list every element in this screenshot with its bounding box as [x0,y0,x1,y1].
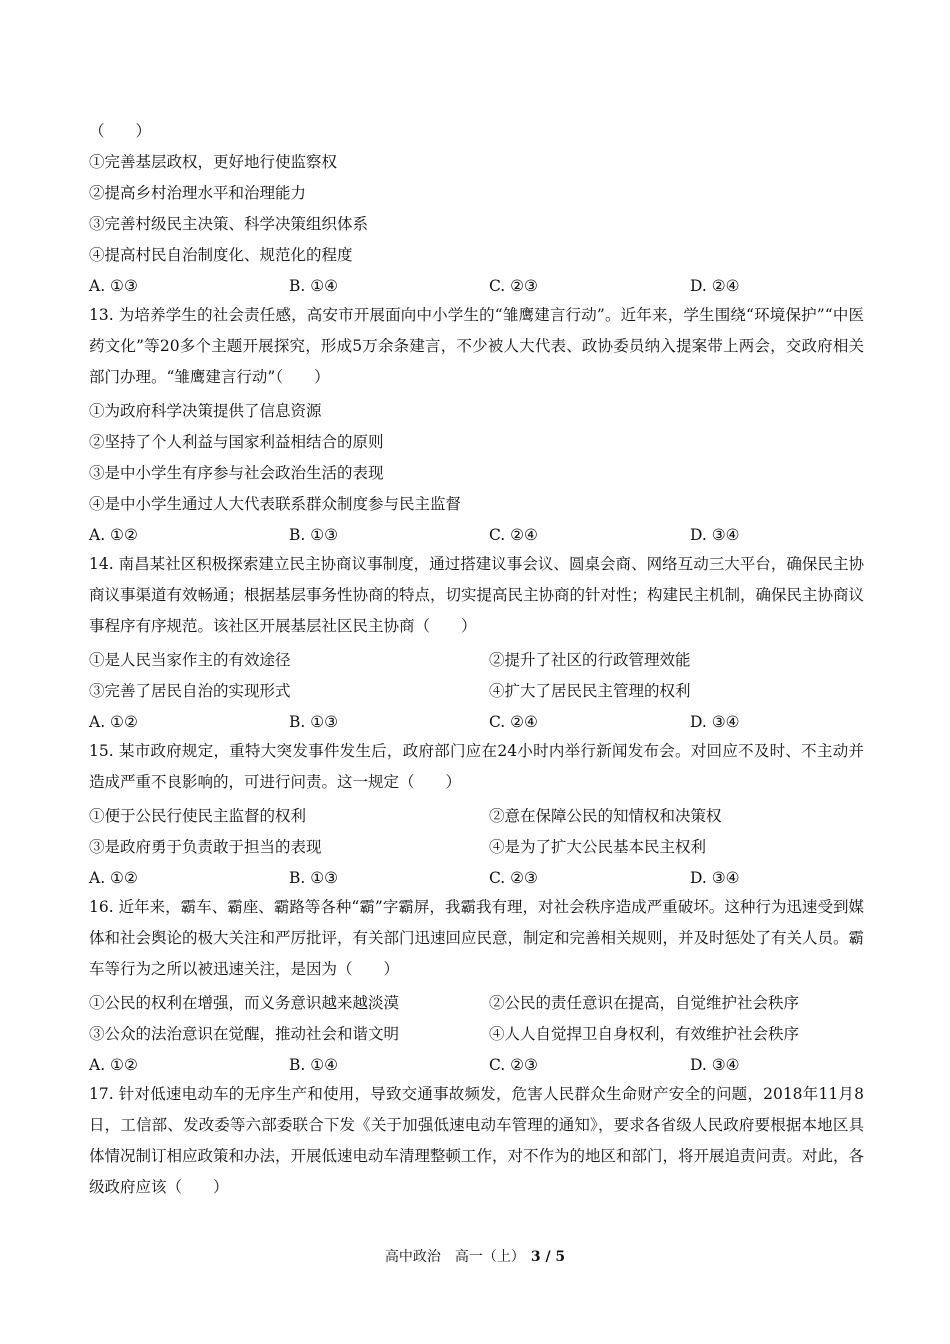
q16-item-1: ①公民的权利在增强，而义务意识越来越淡漠 [89,994,400,1012]
q13-item-3: ③是中小学生有序参与社会政治生活的表现 [89,464,384,482]
q14-option-b[interactable]: B. ①③ [289,713,339,731]
q15-option-a[interactable]: A. ①② [89,869,138,887]
q15-stem: 15. 某市政府规定，重特大突发事件发生后，政府部门应在24小时内举行新闻发布会。对回应不及时、不主动并造成严重不良影响的，可进行问责。这一规定（ ） [89,742,864,791]
q16-item-2: ②公民的责任意识在提高，自觉维护社会秩序 [489,994,800,1012]
q15-item-2: ②意在保障公民的知情权和决策权 [489,807,722,825]
q13-option-b[interactable]: B. ①③ [289,526,339,544]
q14-option-c[interactable]: C. ②④ [489,713,538,731]
footer-subject: 高中政治 高一（上） [384,1249,525,1265]
q15-option-c[interactable]: C. ②③ [489,869,538,887]
q14-item-3: ③完善了居民自治的实现形式 [89,682,291,700]
q14-item-4: ④扩大了居民民主管理的权利 [489,682,691,700]
q13-item-1: ①为政府科学决策提供了信息资源 [89,402,322,420]
q16-stem: 16. 近年来，霸车、霸座、霸路等各种“霸”字霸屏，我霸我有理，对社会秩序造成严重破坏。这种行为迅速受到媒体和社会舆论的极大关注和严厉批评，有关部门迅速回应民意，制定和完善相关规则，并及时惩处了有关人员。霸车等行为之所以被迅速关注，是因为（ ） [89,898,865,978]
q12-option-d[interactable]: D. ②④ [690,277,740,295]
q16-option-c[interactable]: C. ②③ [489,1056,538,1074]
q15-item-1: ①便于公民行使民主监督的权利 [89,807,307,825]
q15-item-4: ④是为了扩大公民基本民主权利 [489,838,707,856]
q13-stem: 13. 为培养学生的社会责任感，高安市开展面向中小学生的“雏鹰建言行动”。近年来，学生围绕“环境保护”“中医药文化”等20多个主题开展探究，形成5万余条建言，不少被人大代表、政协委员纳入提案带上两会，交政府相关部门办理。“雏鹰建言行动”（ ） [89,306,864,386]
page-footer [0,1248,950,1266]
q14-option-a[interactable]: A. ①② [89,713,138,731]
q12-option-c[interactable]: C. ②③ [489,277,538,295]
q12-option-a[interactable]: A. ①③ [89,277,138,295]
q15-item-3: ③是政府勇于负责敢于担当的表现 [89,838,322,856]
q17-stem: 17. 针对低速电动车的无序生产和使用，导致交通事故频发，危害人民群众生命财产安全的问题，2018年11月8日，工信部、发改委等六部委联合下发《关于加强低速电动车管理的通知》，要求各省级人民政府要根据本地区具体情况制订相应政策和办法，开展低速电动车清理整顿工作，对不作为的地区和部门，将开展追责问责。对此，各级政府应该（ ） [89,1085,865,1196]
q12-answer-blank: （ ） [89,122,152,140]
q16-item-3: ③公众的法治意识在觉醒，推动社会和谐文明 [89,1025,400,1043]
q14-item-1: ①是人民当家作主的有效途径 [89,651,291,669]
q12-item-2: ②提高乡村治理水平和治理能力 [89,184,307,202]
q13-item-2: ②坚持了个人利益与国家利益相结合的原则 [89,433,384,451]
page-number: 3 / 5 [530,1249,566,1265]
q14-option-d[interactable]: D. ③④ [690,713,740,731]
q16-item-4: ④人人自觉捍卫自身权利，有效维护社会秩序 [489,1025,800,1043]
q12-item-1: ①完善基层政权，更好地行使监察权 [89,153,338,171]
q15-option-b[interactable]: B. ①③ [289,869,339,887]
q16-option-a[interactable]: A. ①② [89,1056,138,1074]
q13-option-a[interactable]: A. ①② [89,526,138,544]
q12-option-b[interactable]: B. ①④ [289,277,339,295]
q16-option-d[interactable]: D. ③④ [690,1056,740,1074]
q13-item-4: ④是中小学生通过人大代表联系群众制度参与民主监督 [89,495,462,513]
q16-option-b[interactable]: B. ①④ [289,1056,339,1074]
q12-item-3: ③完善村级民主决策、科学决策组织体系 [89,215,369,233]
q13-option-c[interactable]: C. ②④ [489,526,538,544]
q15-option-d[interactable]: D. ③④ [690,869,740,887]
q14-item-2: ②提升了社区的行政管理效能 [489,651,691,669]
q13-option-d[interactable]: D. ③④ [690,526,740,544]
q12-item-4: ④提高村民自治制度化、规范化的程度 [89,246,353,264]
q14-stem: 14. 南昌某社区积极探索建立民主协商议事制度，通过搭建议事会议、圆桌会商、网络互动三大平台，确保民主协商议事渠道有效畅通；根据基层事务性协商的特点，切实提高民主协商的针对性；构建民主机制，确保民主协商议事程序有序规范。该社区开展基层社区民主协商（ ） [89,555,865,635]
